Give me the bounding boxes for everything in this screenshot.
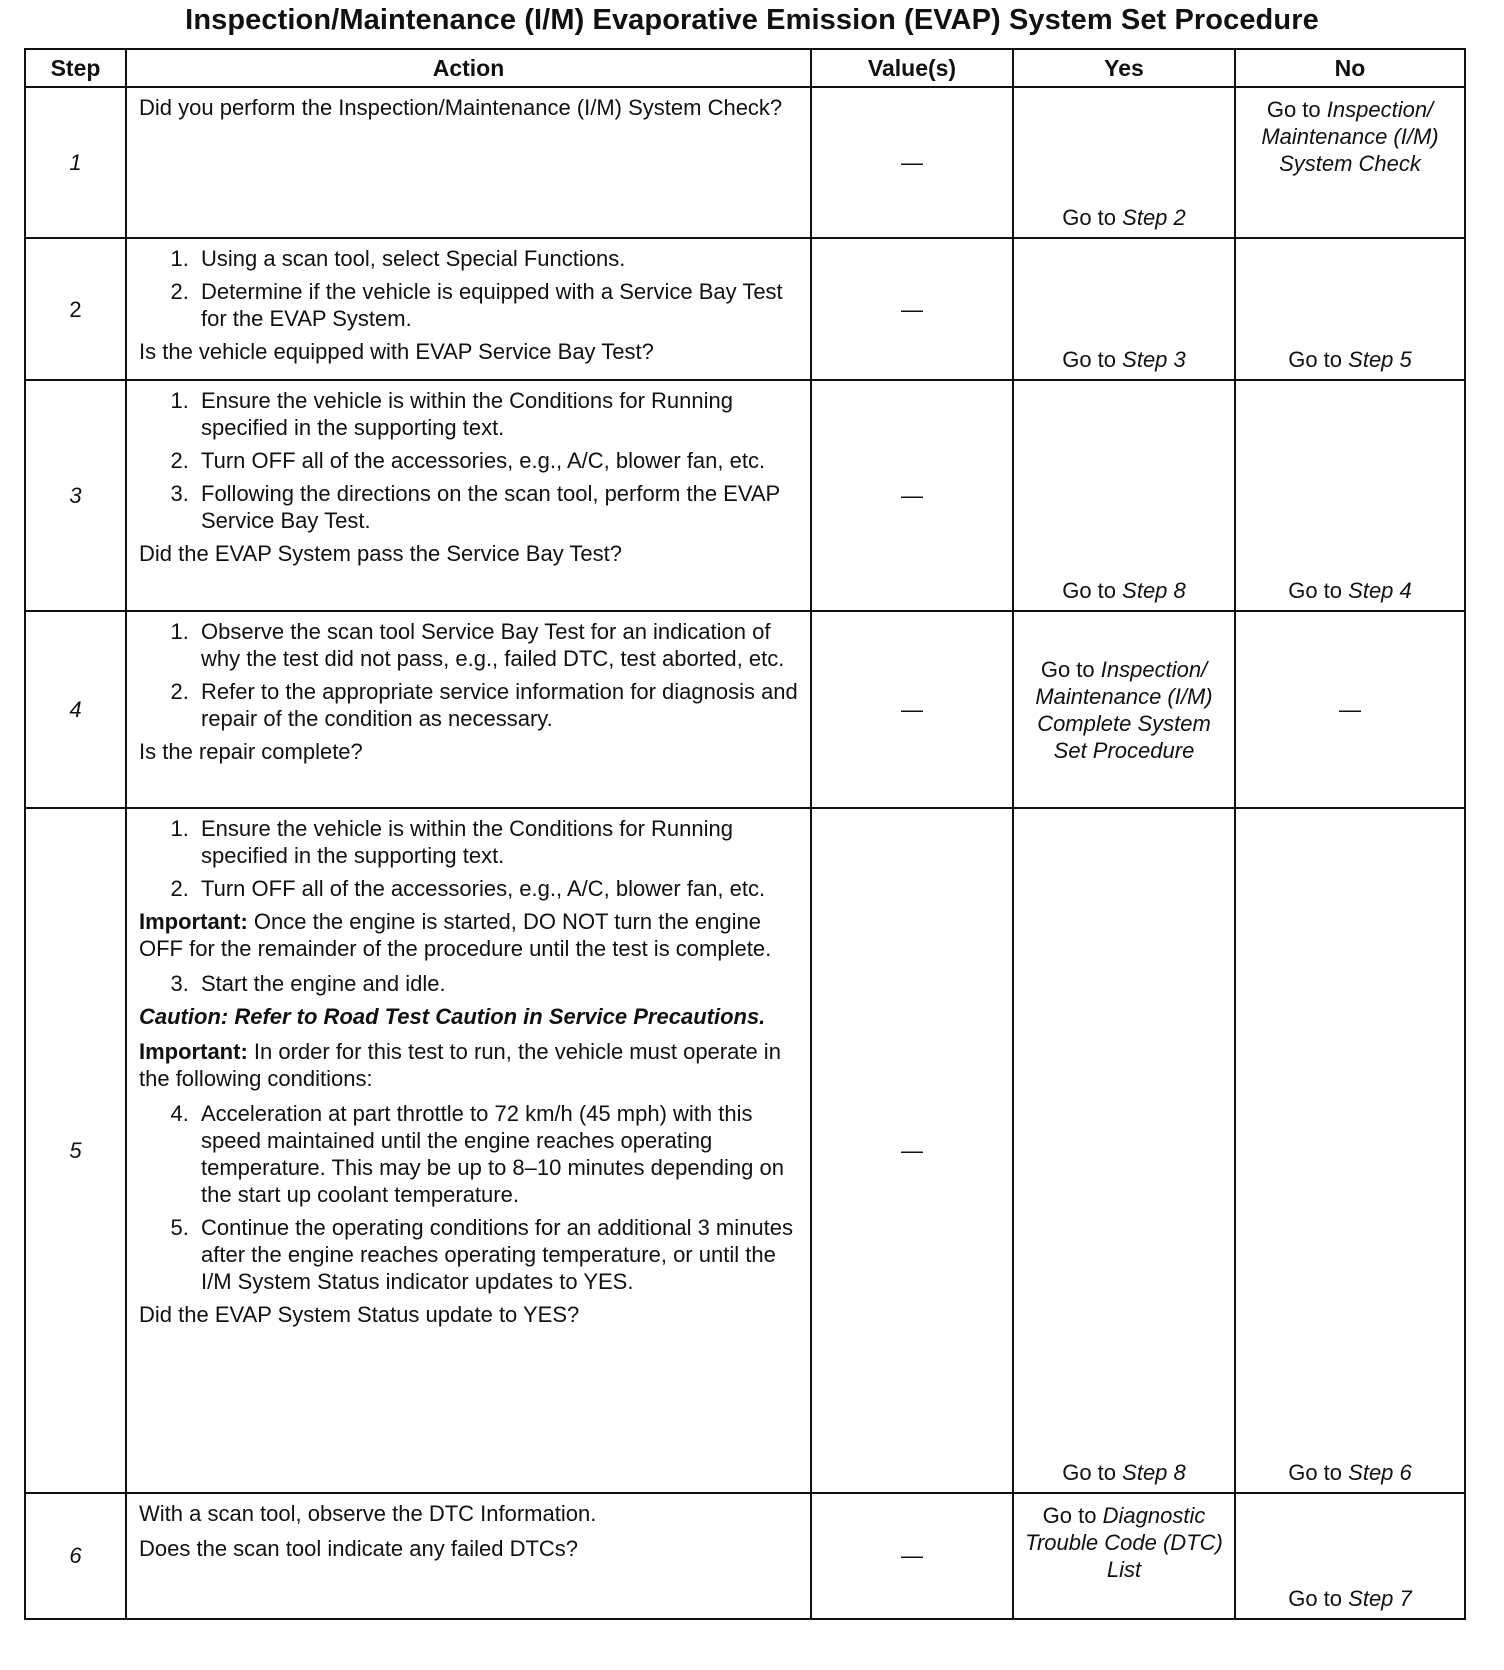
value-cell: — bbox=[811, 238, 1013, 380]
list-item: 2. Determine if the vehicle is equipped with a Service Bay Test for the EVAP System. bbox=[195, 278, 802, 332]
list-item: 1. Observe the scan tool Service Bay Test for an indication of why the test did not pass, e.g., failed DTC, test aborted, etc. bbox=[195, 618, 802, 672]
list-item: 1. Using a scan tool, select Special Functions. bbox=[195, 245, 802, 272]
important-label: Important: bbox=[139, 1038, 248, 1064]
action-list bbox=[139, 970, 802, 997]
action-cell bbox=[126, 380, 811, 611]
go-to-label: Go to bbox=[1042, 1502, 1097, 1528]
table-row bbox=[25, 87, 1465, 238]
important-text: Once the engine is started, DO NOT turn the engine OFF for the remainder of the procedure until the test is complete. bbox=[139, 908, 772, 961]
step-number: 4 bbox=[25, 611, 126, 807]
yes-link[interactable]: Step 8 bbox=[1122, 578, 1186, 604]
header-step: Step bbox=[25, 49, 126, 87]
yes-cell bbox=[1013, 1493, 1235, 1619]
value-cell: — bbox=[811, 87, 1013, 238]
no-cell bbox=[1235, 87, 1465, 238]
go-to-label: Go to bbox=[1288, 347, 1343, 373]
table-row bbox=[25, 380, 1465, 611]
no-cell: — bbox=[1235, 611, 1465, 807]
go-to-label: Go to bbox=[1062, 347, 1117, 373]
yes-link[interactable]: Inspection/ Maintenance (I/M) Complete System Set Procedure bbox=[1035, 656, 1213, 763]
no-link[interactable]: Inspection/ Maintenance (I/M) System Check bbox=[1261, 97, 1439, 176]
list-item: 4. Acceleration at part throttle to 72 km/h (45 mph) with this speed maintained until the engine reaches operating temperature. This may be up to 8–10 minutes depending on the start up coolant temperature. bbox=[195, 1100, 802, 1208]
table-header-row bbox=[25, 49, 1465, 87]
step-question: Did the EVAP System Status update to YES? bbox=[139, 1301, 580, 1327]
list-item: 5. Continue the operating conditions for an additional 3 minutes after the engine reaches operating temperature, or until the I/M System Status indicator updates to YES. bbox=[195, 1214, 802, 1295]
value-cell: — bbox=[811, 808, 1013, 1493]
action-cell bbox=[126, 611, 811, 807]
table-row bbox=[25, 611, 1465, 807]
header-yes: Yes bbox=[1013, 49, 1235, 87]
step-number: 3 bbox=[25, 380, 126, 611]
header-values: Value(s) bbox=[811, 49, 1013, 87]
important-note bbox=[139, 908, 802, 962]
action-cell bbox=[126, 238, 811, 380]
action-list bbox=[139, 618, 802, 732]
yes-link[interactable]: Step 8 bbox=[1122, 1459, 1186, 1485]
action-list bbox=[139, 1100, 802, 1295]
action-list bbox=[139, 387, 802, 534]
step-number: 1 bbox=[25, 87, 126, 238]
important-label: Important: bbox=[139, 908, 248, 934]
important-note bbox=[139, 1038, 802, 1092]
go-to-label: Go to bbox=[1288, 1586, 1343, 1611]
no-cell bbox=[1235, 1493, 1465, 1619]
step-question: Did the EVAP System pass the Service Bay Test? bbox=[139, 541, 623, 567]
go-to-label: Go to bbox=[1062, 1459, 1117, 1485]
table-row bbox=[25, 808, 1465, 1493]
yes-link[interactable]: Diagnostic Trouble Code (DTC) List bbox=[1025, 1502, 1223, 1582]
no-link[interactable]: Step 5 bbox=[1348, 347, 1412, 373]
list-item: 3. Following the directions on the scan tool, perform the EVAP Service Bay Test. bbox=[195, 480, 802, 534]
value-cell: — bbox=[811, 611, 1013, 807]
go-to-label: Go to bbox=[1040, 656, 1095, 682]
go-to-label: Go to bbox=[1062, 578, 1117, 604]
yes-cell bbox=[1013, 611, 1235, 807]
step-question: Did you perform the Inspection/Maintenance (I/M) System Check? bbox=[139, 95, 783, 120]
header-action: Action bbox=[126, 49, 811, 87]
procedure-table bbox=[24, 48, 1466, 1620]
action-list bbox=[139, 815, 802, 902]
no-link[interactable]: Step 7 bbox=[1348, 1586, 1412, 1611]
list-item: 2. Refer to the appropriate service information for diagnosis and repair of the condition as necessary. bbox=[195, 678, 802, 732]
go-to-label: Go to bbox=[1062, 205, 1117, 231]
important-text: In order for this test to run, the vehicle must operate in the following conditions: bbox=[139, 1038, 781, 1091]
yes-link[interactable]: Step 2 bbox=[1122, 205, 1186, 231]
yes-cell bbox=[1013, 87, 1235, 238]
list-item: 1. Ensure the vehicle is within the Conditions for Running specified in the supporting text. bbox=[195, 815, 802, 869]
action-cell bbox=[126, 808, 811, 1493]
step-question: Is the repair complete? bbox=[139, 739, 363, 765]
action-text: With a scan tool, observe the DTC Information. bbox=[139, 1500, 597, 1526]
table-row bbox=[25, 238, 1465, 380]
value-cell: — bbox=[811, 1493, 1013, 1619]
action-cell bbox=[126, 87, 811, 238]
step-number: 5 bbox=[25, 808, 126, 1493]
step-number: 6 bbox=[25, 1493, 126, 1619]
yes-cell bbox=[1013, 380, 1235, 611]
yes-cell bbox=[1013, 808, 1235, 1493]
list-item: 3. Start the engine and idle. bbox=[195, 970, 802, 997]
no-cell bbox=[1235, 380, 1465, 611]
header-no: No bbox=[1235, 49, 1465, 87]
list-item: 2. Turn OFF all of the accessories, e.g., A/C, blower fan, etc. bbox=[195, 875, 802, 902]
action-list bbox=[139, 245, 802, 332]
list-item: 1. Ensure the vehicle is within the Conditions for Running specified in the supporting text. bbox=[195, 387, 802, 441]
action-cell bbox=[126, 1493, 811, 1619]
value-cell: — bbox=[811, 380, 1013, 611]
no-link[interactable]: Step 6 bbox=[1348, 1459, 1412, 1485]
table-row bbox=[25, 1493, 1465, 1619]
no-link[interactable]: Step 4 bbox=[1348, 578, 1412, 604]
go-to-label: Go to bbox=[1266, 97, 1321, 122]
yes-cell bbox=[1013, 238, 1235, 380]
yes-link[interactable]: Step 3 bbox=[1122, 347, 1186, 373]
step-question: Is the vehicle equipped with EVAP Service Bay Test? bbox=[139, 339, 654, 365]
step-question: Does the scan tool indicate any failed DTCs? bbox=[139, 1535, 579, 1561]
list-item: 2. Turn OFF all of the accessories, e.g., A/C, blower fan, etc. bbox=[195, 447, 802, 474]
document-title: Inspection/Maintenance (I/M) Evaporative Emission (EVAP) System Set Procedure bbox=[185, 4, 1319, 36]
no-cell bbox=[1235, 238, 1465, 380]
no-cell bbox=[1235, 808, 1465, 1493]
go-to-label: Go to bbox=[1288, 578, 1343, 604]
caution-note: Caution: Refer to Road Test Caution in Service Precautions. bbox=[139, 1003, 766, 1029]
go-to-label: Go to bbox=[1288, 1459, 1343, 1485]
step-number: 2 bbox=[25, 238, 126, 380]
